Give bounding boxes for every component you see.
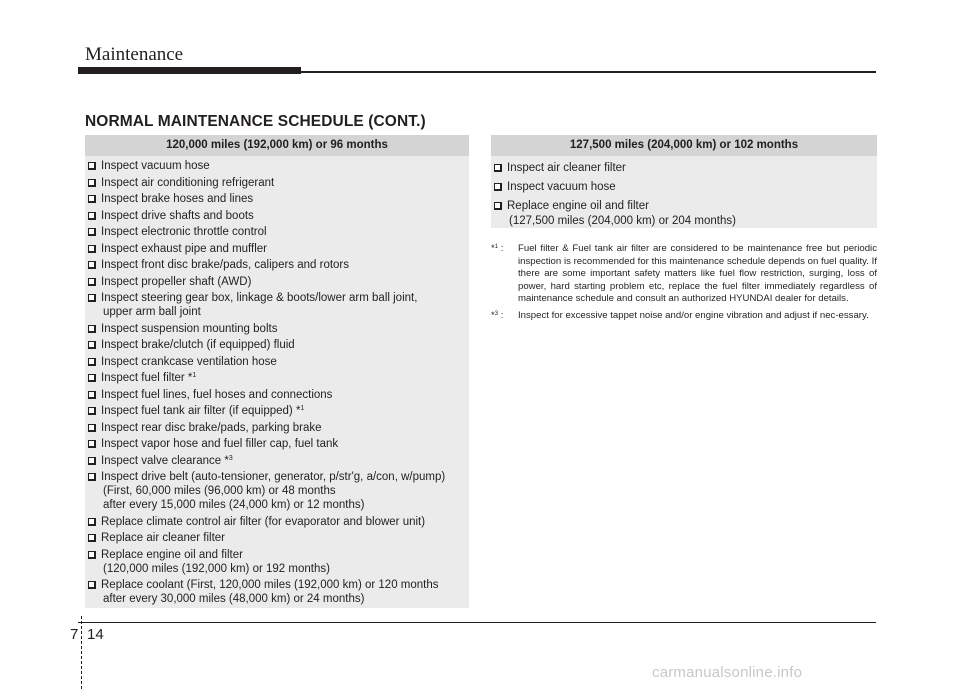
checklist-item-text: Inspect brake hoses and lines — [101, 193, 254, 205]
schedule-panel-127500 — [491, 135, 877, 228]
checklist-item-text: Inspect vacuum hose — [507, 181, 616, 193]
footnote-marker: 1 — [300, 405, 305, 412]
schedule-panel-heading: 127,500 miles (204,000 km) or 102 months — [491, 135, 877, 156]
checklist-item — [85, 578, 469, 606]
checklist-item-text: Inspect exhaust pipe and muffler — [101, 242, 268, 255]
checklist-item — [85, 355, 469, 369]
header-rule-thick — [78, 67, 301, 74]
checkbox-icon — [88, 551, 96, 559]
checkbox-icon — [88, 212, 96, 220]
footnote-text: Inspect for excessive tappet noise and/or engine vibration and adjust if nec-essary. — [518, 309, 869, 321]
checklist — [491, 156, 877, 228]
checklist-item — [85, 192, 469, 206]
checkbox-icon — [494, 202, 502, 210]
chapter-number: 7 — [70, 626, 79, 643]
watermark: carmanualsonline.info — [652, 664, 803, 681]
checklist-item-text: Replace air cleaner filter — [101, 532, 226, 544]
checklist-item — [85, 291, 469, 319]
footnote-marker: *$^3$ : — [491, 309, 504, 321]
checklist-item-text: Inspect fuel lines, fuel hoses and connections — [101, 388, 333, 401]
checkbox-icon — [88, 358, 96, 366]
checklist-item-text: Inspect vacuum hose — [101, 160, 210, 172]
chapter-title: Maintenance — [85, 44, 184, 65]
checklist-item-text: Inspect brake/clutch (if equipped) fluid — [101, 339, 295, 351]
footnote-number: 1 — [494, 244, 499, 250]
checklist-item — [85, 371, 469, 385]
footnote — [491, 310, 877, 323]
checklist-item-text: (127,500 miles (204,000 km) or 204 months) — [509, 214, 736, 227]
checklist-item — [85, 421, 469, 435]
checklist-item-text: after every 30,000 miles (48,000 km) or 24 months) — [103, 593, 365, 605]
checklist-item — [85, 548, 469, 576]
checklist-item-text: Inspect fuel filter *$^1$ — [101, 372, 197, 384]
checklist-item-text: Inspect vapor hose and fuel filler cap, fuel tank — [101, 438, 339, 450]
footnote-marker: 1 — [192, 372, 197, 379]
footnote-marker: *$^1$ : — [491, 243, 504, 254]
checklist-item-text: (First, 60,000 miles (96,000 km) or 48 months — [103, 485, 336, 497]
checklist-item — [85, 338, 469, 352]
checklist-item-text: Replace coolant (First, 120,000 miles (192,000 km) or 120 months — [101, 579, 439, 591]
header-rule-thin — [301, 71, 876, 73]
checkbox-icon — [88, 518, 96, 526]
checkbox-icon — [494, 183, 502, 191]
checklist-item-text: after every 15,000 miles (24,000 km) or 12 months) — [103, 499, 365, 511]
checklist-item — [85, 275, 469, 289]
checklist-item — [85, 437, 469, 451]
checklist-item — [85, 225, 469, 239]
checklist-item-text: Inspect drive shafts and boots — [101, 209, 254, 222]
schedule-panel-heading: 120,000 miles (192,000 km) or 96 months — [85, 135, 469, 156]
checklist-item-text: Inspect steering gear box, linkage & boots/lower arm ball joint, — [101, 292, 418, 304]
checklist-item — [85, 531, 469, 545]
checklist-item — [491, 180, 877, 195]
checkbox-icon — [88, 195, 96, 203]
page-number: 14 — [87, 626, 104, 643]
checkbox-icon — [88, 162, 96, 170]
checkbox-icon — [494, 164, 502, 172]
footnotes — [491, 243, 877, 326]
checklist-item — [85, 454, 469, 468]
checkbox-icon — [88, 440, 96, 448]
checklist-item-text: Inspect air cleaner filter — [507, 162, 626, 174]
section-title: NORMAL MAINTENANCE SCHEDULE (CONT.) — [85, 113, 426, 130]
footer-divider — [81, 616, 82, 689]
checklist-item-text: Inspect valve clearance *$^3$ — [101, 454, 233, 467]
checklist-item — [85, 470, 469, 512]
checkbox-icon — [88, 473, 96, 481]
checklist-item-text: Inspect front disc brake/pads, calipers and rotors — [101, 259, 350, 271]
checklist-item-text: Inspect crankcase ventilation hose — [101, 355, 277, 368]
checklist-item-text: Inspect rear disc brake/pads, parking brake — [101, 421, 322, 434]
checklist-item-text: upper arm ball joint — [103, 306, 201, 318]
checkbox-icon — [88, 294, 96, 302]
checklist-item — [85, 258, 469, 272]
checklist-item-text: Inspect air conditioning refrigerant — [101, 176, 275, 189]
checklist-item-text: Replace engine oil and filter — [101, 548, 243, 561]
checklist-item — [85, 176, 469, 190]
checklist-item — [491, 199, 877, 228]
checkbox-icon — [88, 179, 96, 187]
checklist-item — [85, 159, 469, 173]
checkbox-icon — [88, 278, 96, 286]
checklist-item — [85, 515, 469, 529]
checklist-item-text: Inspect propeller shaft (AWD) — [101, 275, 252, 288]
checklist-item — [85, 388, 469, 402]
footnote — [491, 243, 877, 306]
checklist-item-text: Inspect suspension mounting bolts — [101, 322, 278, 335]
checklist-item-text: Inspect electronic throttle control — [101, 226, 267, 238]
checklist-item — [85, 404, 469, 418]
checklist-item-text: Inspect fuel tank air filter (if equipped) *$^1$ — [101, 405, 305, 417]
checkbox-icon — [88, 581, 96, 589]
checklist-item — [85, 209, 469, 223]
checkbox-icon — [88, 341, 96, 349]
checklist-item — [491, 161, 877, 176]
checklist — [85, 156, 469, 606]
checkbox-icon — [88, 457, 96, 465]
footnote-number: 3 — [494, 310, 499, 317]
checklist-item-text: Replace climate control air filter (for evaporator and blower unit) — [101, 515, 426, 528]
checkbox-icon — [88, 325, 96, 333]
checkbox-icon — [88, 374, 96, 382]
checkbox-icon — [88, 534, 96, 542]
checklist-item-text: Replace engine oil and filter — [507, 200, 649, 212]
checkbox-icon — [88, 228, 96, 236]
checklist-item-text: Inspect drive belt (auto-tensioner, generator, p/str'g, a/con, w/pump) — [101, 471, 446, 483]
footnote-marker: 3 — [228, 454, 233, 462]
footnote-text: Fuel filter & Fuel tank air filter are considered to be maintenance free but periodic inspection is recommended for this maintenance schedule depends on fuel quality. If there are some important safety matters like fuel flow restriction, surging, loss of power, hard starting problem etc, replace the fuel filter immediately regardless of maintenance schedule and consult an authorized HYUNDAI dealer for details. — [518, 243, 877, 304]
schedule-panel-120000 — [85, 135, 469, 608]
checkbox-icon — [88, 261, 96, 269]
checklist-item — [85, 242, 469, 256]
checklist-item — [85, 322, 469, 336]
footer-rule — [78, 622, 876, 623]
checklist-item-text: (120,000 miles (192,000 km) or 192 months) — [103, 562, 330, 575]
checkbox-icon — [88, 391, 96, 399]
checkbox-icon — [88, 407, 96, 415]
checkbox-icon — [88, 424, 96, 432]
checkbox-icon — [88, 245, 96, 253]
